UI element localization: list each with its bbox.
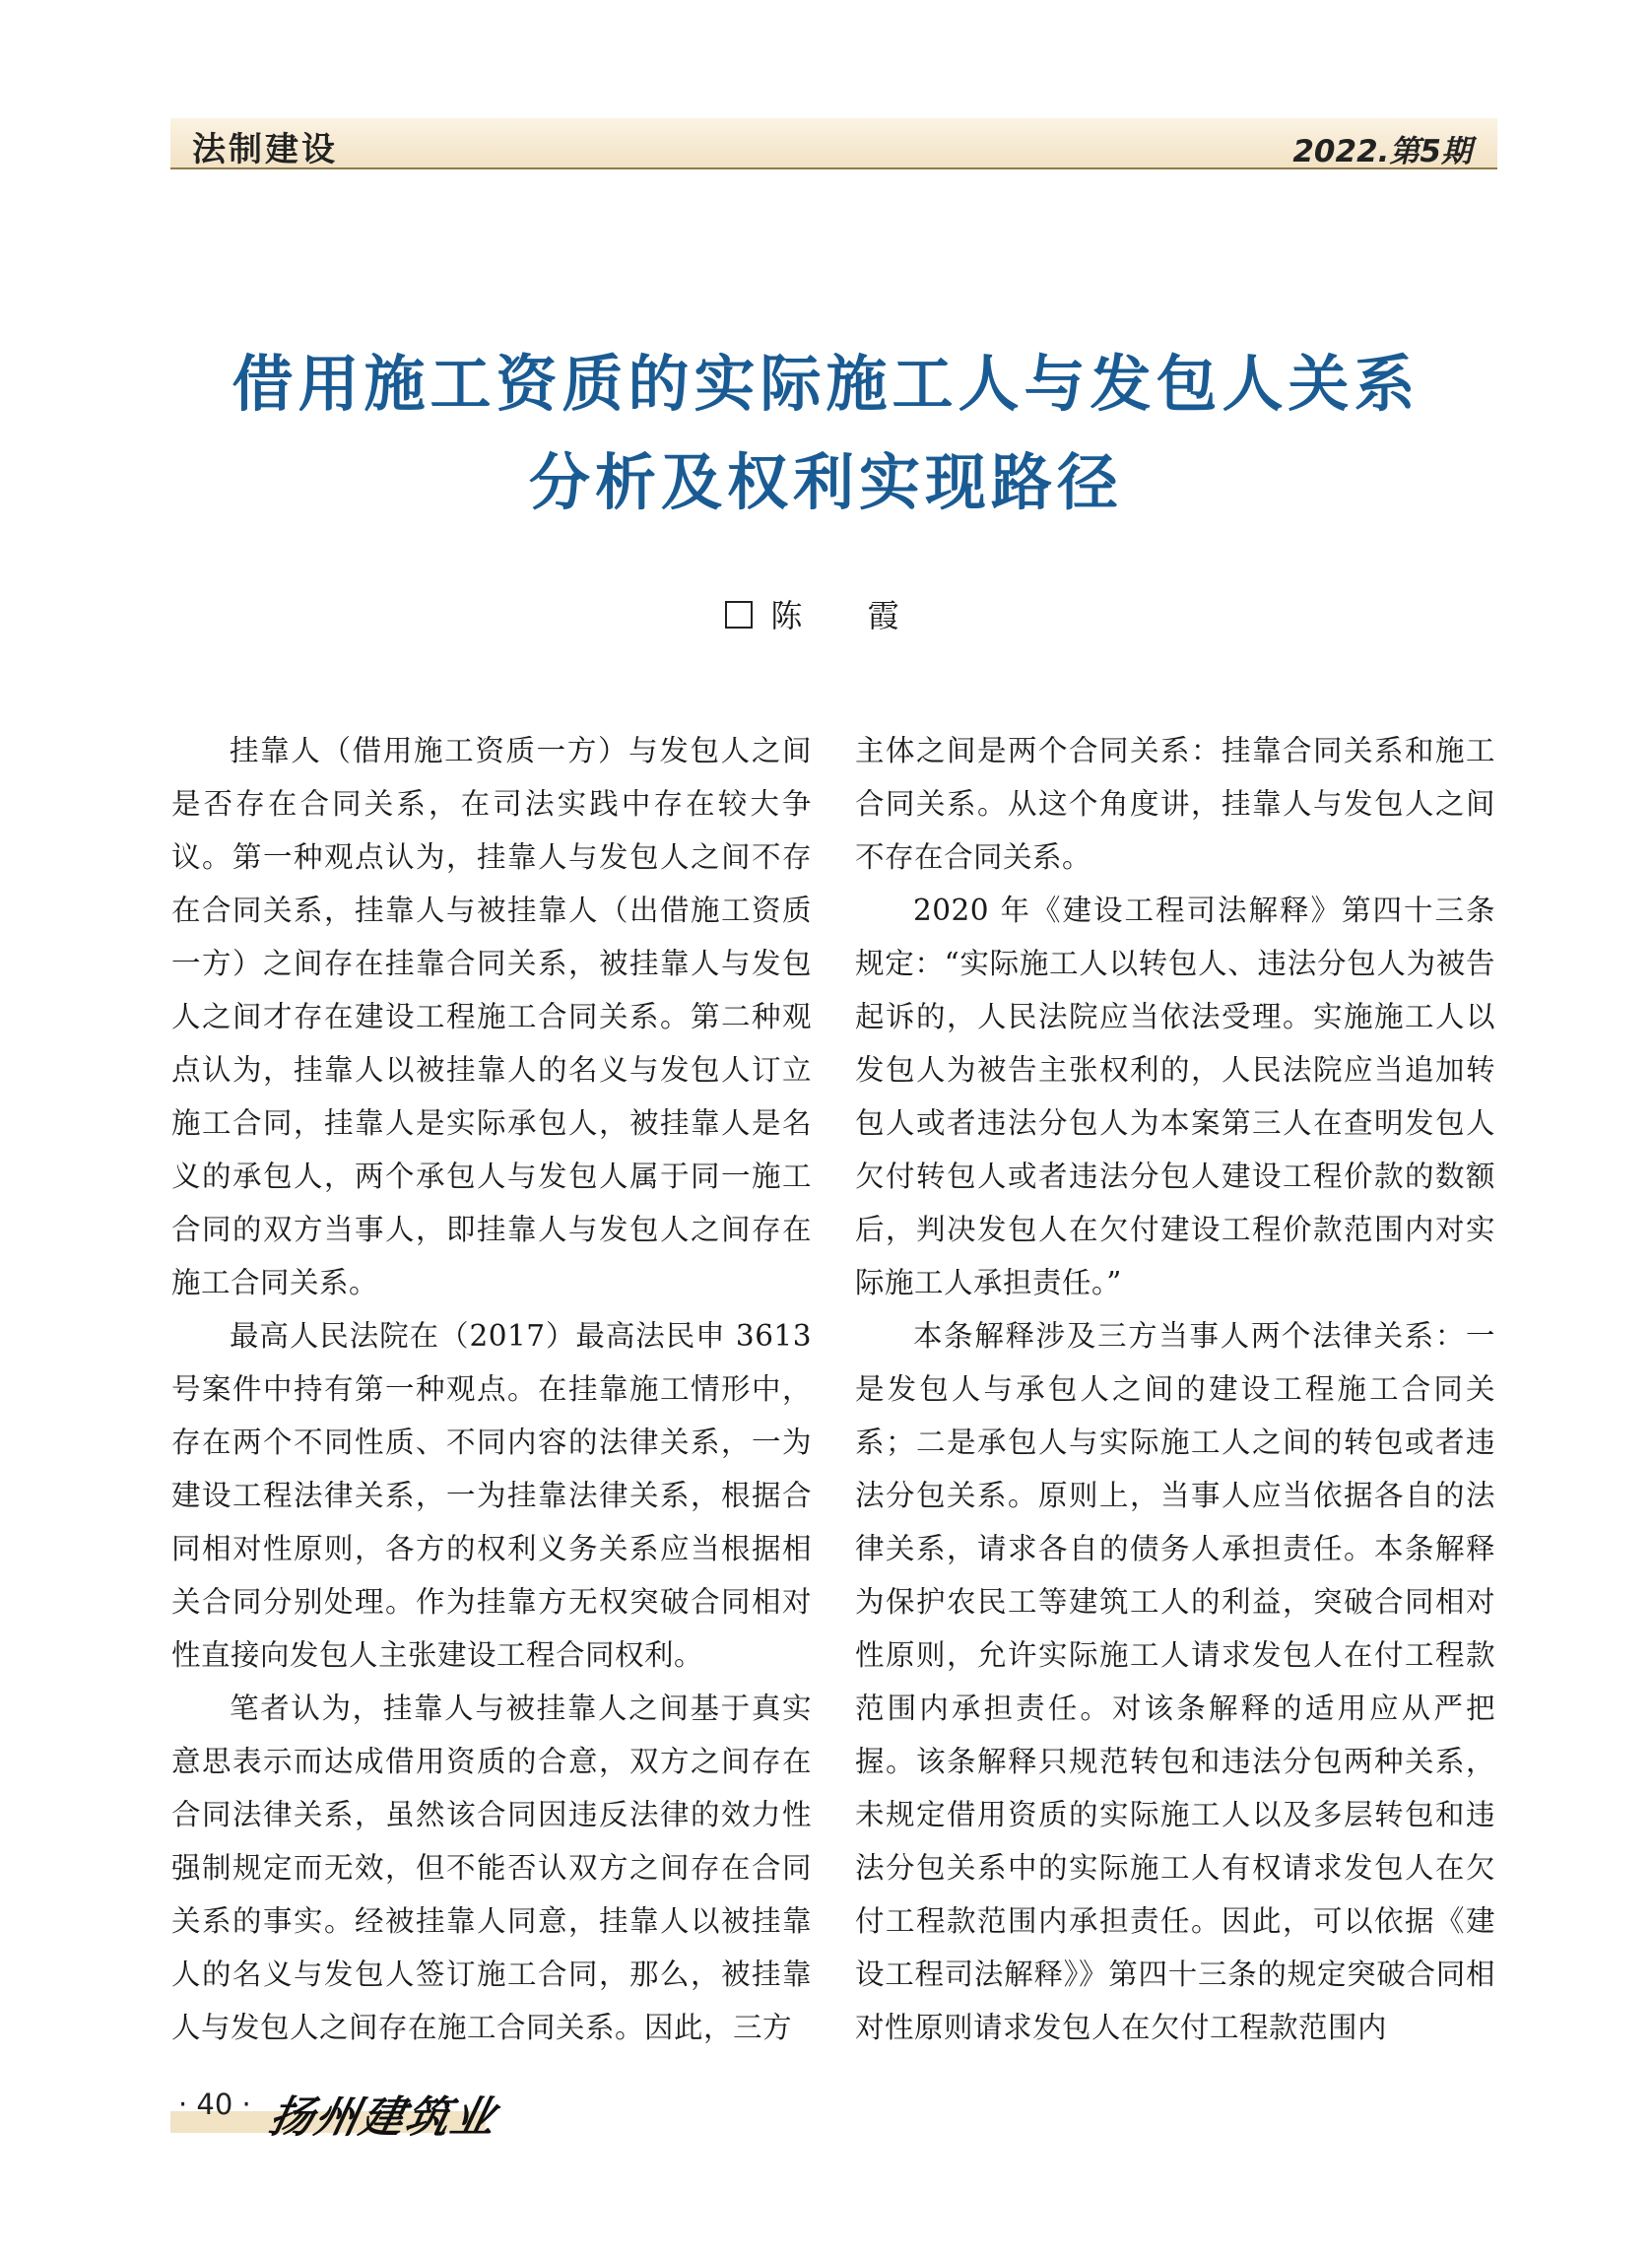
journal-logo: 扬州建筑业 (264, 2092, 502, 2143)
body-paragraph-continued: 主体之间是两个合同关系：挂靠合同关系和施工合同关系。从这个角度讲，挂靠人与发包人之间不存在合同关系。 (855, 734, 1495, 874)
author-line (0, 591, 1652, 636)
page-number: · 40 · (178, 2088, 251, 2121)
body-paragraph: 2020 年《建设工程司法解释》第四十三条规定：“实际施工人以转包人、违法分包人为被告起诉的，人民法院应当依法受理。实施施工人以发包人为被告主张权利的，人民法院应当追加转包人或者违法分包人为本案第三人在查明发包人欠付转包人或者违法分包人建设工程价款的数额后，判决发包人在欠付建设工程价款范围内对实际施工人承担责任。” (855, 894, 1495, 1299)
running-header (170, 118, 1497, 169)
body-column-right (855, 724, 1495, 2054)
section-name: 法制建设 (192, 130, 338, 169)
article-title-line-1: 借用施工资质的实际施工人与发包人关系 (231, 348, 1421, 420)
author-box-icon (725, 601, 753, 629)
article-title-line-2: 分析及权利实现路径 (528, 446, 1123, 518)
body-column-left (171, 724, 812, 2054)
body-paragraph: 挂靠人（借用施工资质一方）与发包人之间是否存在合同关系，在司法实践中存在较大争议。第一种观点认为，挂靠人与发包人之间不存在合同关系，挂靠人与被挂靠人（出借施工资质一方）之间存在挂靠合同关系，被挂靠人与发包人之间才存在建设工程施工合同关系。第二种观点认为，挂靠人以被挂靠人的名义与发包人订立施工合同，挂靠人是实际承包人，被挂靠人是名义的承包人，两个承包人与发包人属于同一施工合同的双方当事人，即挂靠人与发包人之间存在施工合同关系。 (171, 734, 812, 1299)
page-footer (170, 2084, 502, 2143)
body-paragraph: 笔者认为，挂靠人与被挂靠人之间基于真实意思表示而达成借用资质的合意，双方之间存在合同法律关系，虽然该合同因违反法律的效力性强制规定而无效，但不能否认双方之间存在合同关系的事实。经被挂靠人同意，挂靠人以被挂靠人的名义与发包人签订施工合同，那么，被挂靠人与发包人之间存在施工合同关系。因此，三方 (171, 1692, 812, 2044)
issue-number: 2022.第5期 (1292, 134, 1472, 169)
author-name: 陈 霞 (770, 597, 927, 634)
body-paragraph: 最高人民法院在（2017）最高法民申 3613号案件中持有第一种观点。在挂靠施工情形中，存在两个不同性质、不同内容的法律关系，一为建设工程法律关系，一为挂靠法律关系，根据合同相对性原则，各方的权利义务关系应当根据相关合同分别处理。作为挂靠方无权突破合同相对性直接向发包人主张建设工程合同权利。 (171, 1319, 812, 1672)
body-paragraph: 本条解释涉及三方当事人两个法律关系：一是发包人与承包人之间的建设工程施工合同关系；二是承包人与实际施工人之间的转包或者违法分包关系。原则上，当事人应当依据各自的法律关系，请求各自的债务人承担责任。本条解释为保护农民工等建筑工人的利益，突破合同相对性原则，允许实际施工人请求发包人在付工程款范围内承担责任。对该条解释的适用应从严把握。该条解释只规范转包和违法分包两种关系，未规定借用资质的实际施工人以及多层转包和违法分包关系中的实际施工人有权请求发包人在欠付工程款范围内承担责任。因此，可以依据《建设工程司法解释》》第四十三条的规定突破合同相对性原则请求发包人在欠付工程款范围内 (855, 1319, 1495, 2044)
